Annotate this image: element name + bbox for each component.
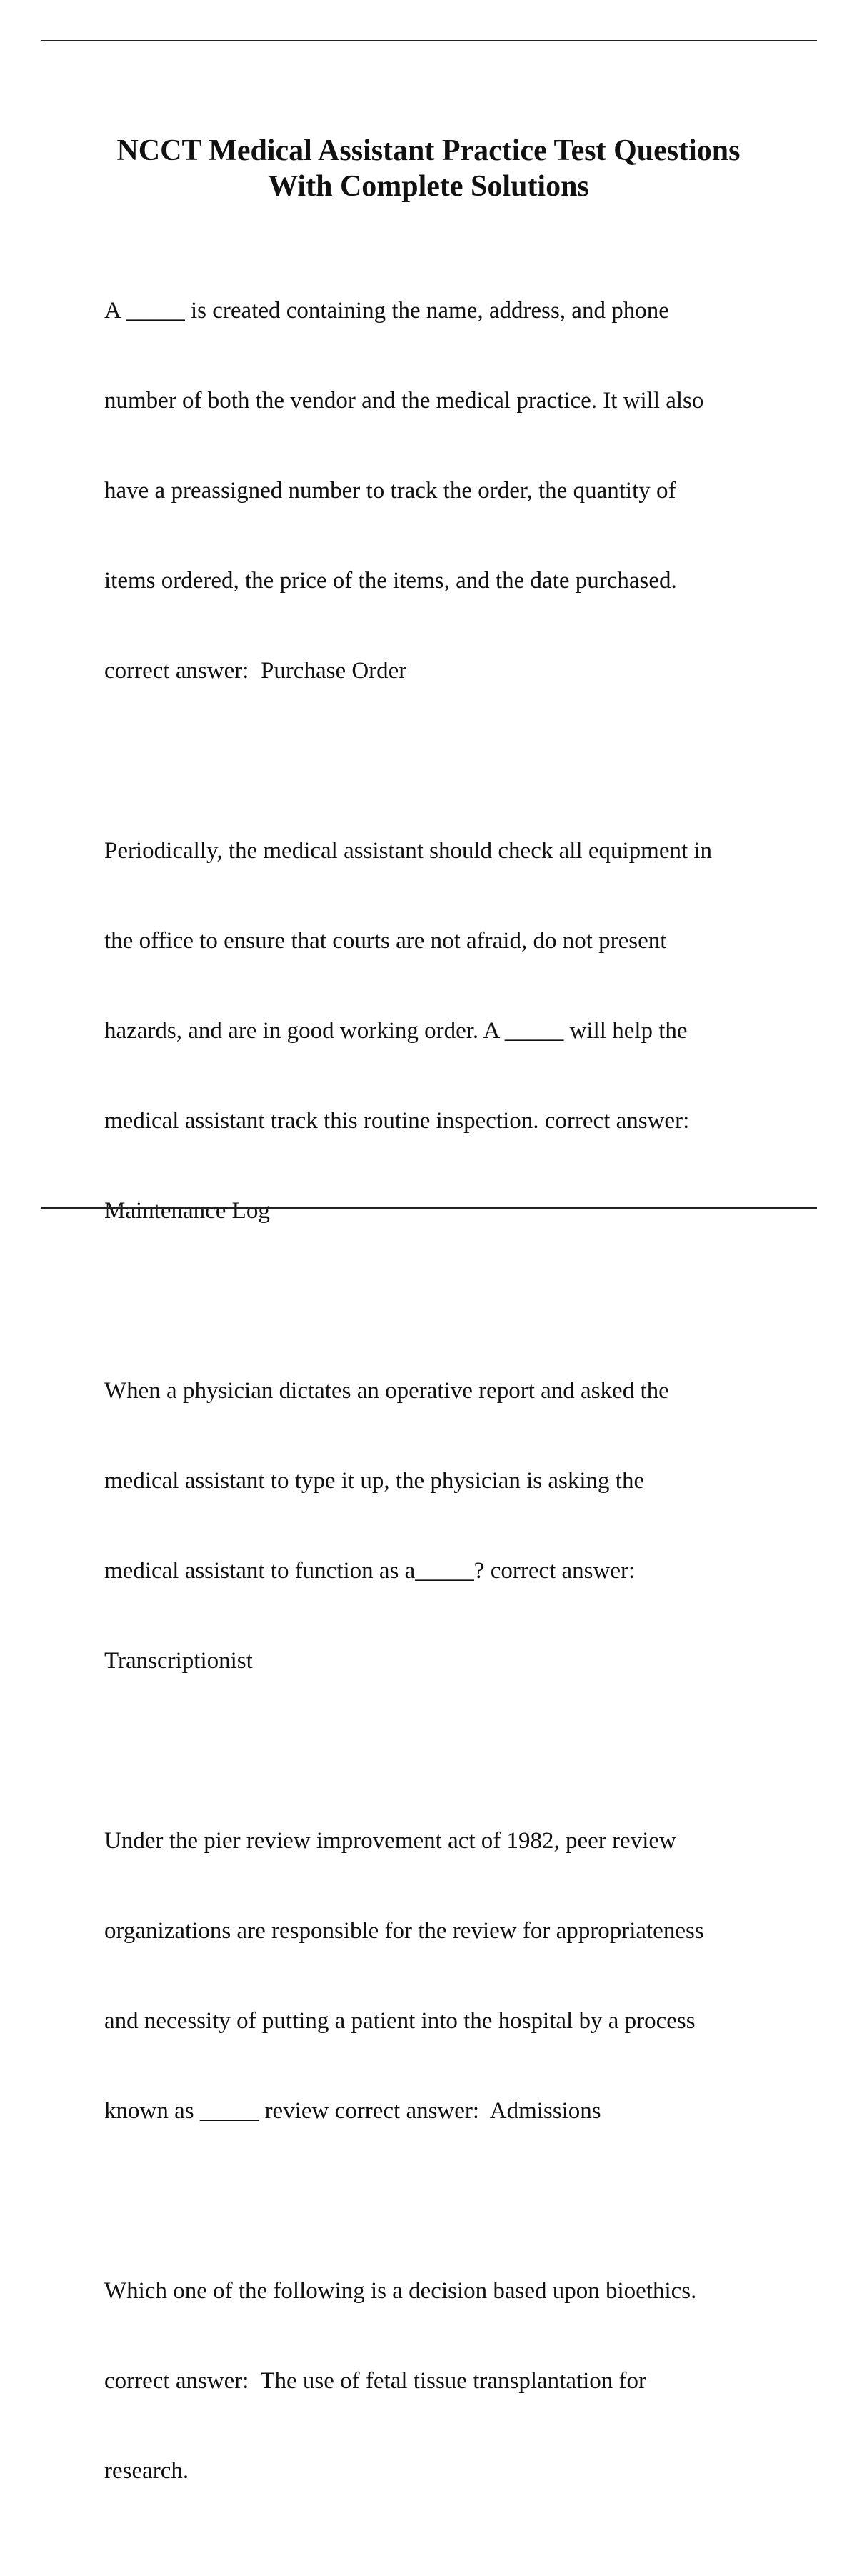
question-5-answer-line: correct answer: The use of fetal tissue transplantation for [104,2368,647,2394]
question-1-line-3: have a preassigned number to track the order, the quantity of [104,478,676,504]
question-item-5 [104,2216,783,2546]
question-1-line-4: items ordered, the price of the items, and the date purchased. [104,568,677,594]
page-title [43,133,814,204]
header-rule [41,40,817,41]
question-3-line-3: medical assistant to function as a_____? correct answer: [104,1558,636,1584]
question-2-line-1: Periodically, the medical assistant should check all equipment in [104,838,713,864]
question-5-line-1: Which one of the following is a decision based upon bioethics. [104,2278,697,2304]
question-item-3 [104,1316,783,1736]
question-2-line-4: medical assistant track this routine inspection. correct answer: [104,1108,690,1134]
question-list [104,236,783,2576]
question-item-2 [104,776,783,1286]
question-2-line-2: the office to ensure that courts are not afraid, do not present [104,928,667,954]
question-2-line-3: hazards, and are in good working order. A _____ will help the [104,1018,688,1044]
question-1-line-1: A _____ is created containing the name, address, and phone [104,298,669,324]
footer-rule [41,1207,817,1209]
question-4-line-2: organizations are responsible for the review for appropriateness [104,1918,704,1944]
question-item-1 [104,236,783,746]
question-3-answer-line: Transcriptionist [104,1648,253,1674]
question-1-answer-line: correct answer: Purchase Order [104,658,407,684]
question-4-answer-line: known as _____ review correct answer: Admissions [104,2098,601,2124]
question-3-line-2: medical assistant to type it up, the physician is asking the [104,1468,645,1494]
question-4-line-3: and necessity of putting a patient into the hospital by a process [104,2008,696,2034]
question-3-line-1: When a physician dictates an operative report and asked the [104,1378,669,1404]
title-line-2: With Complete Solutions [268,170,589,203]
question-item-4 [104,1766,783,2186]
question-5-answer-line-2: research. [104,2458,189,2484]
question-2-answer-line: Maintenance Log [104,1198,270,1224]
question-1-line-2: number of both the vendor and the medical practice. It will also [104,388,704,414]
title-line-1: NCCT Medical Assistant Practice Test Questions [116,134,741,167]
question-4-line-1: Under the pier review improvement act of 1982, peer review [104,1828,676,1854]
